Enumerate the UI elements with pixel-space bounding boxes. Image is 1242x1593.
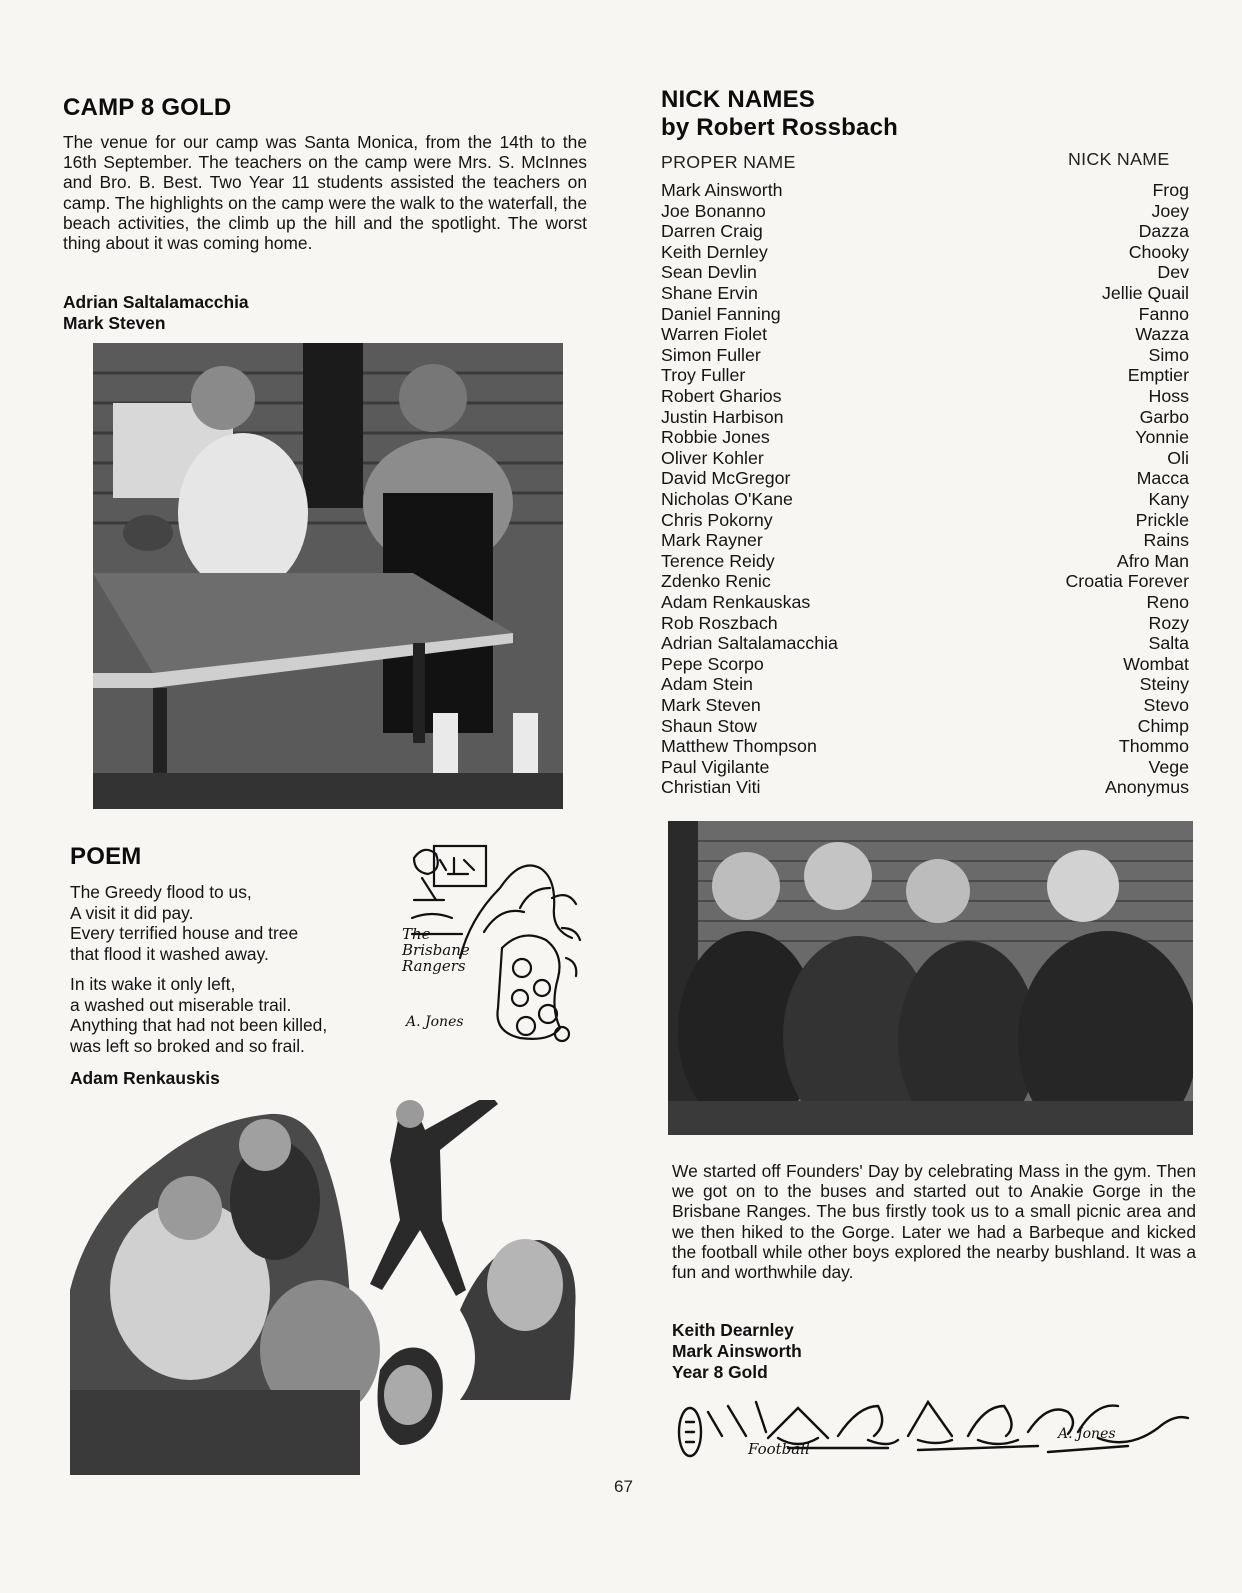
nickname-row (661, 592, 1189, 613)
founders-author-2: Mark Ainsworth (672, 1341, 802, 1361)
proper-name: Shaun Stow (661, 715, 757, 736)
nickname-row (661, 427, 1189, 448)
nick-name: Jellie Quail (1102, 283, 1189, 303)
founders-body: We started off Founders' Day by celebrating Mass in the gym. Then we got on to the buses and started out to Anakie Gorge in the Brisbane Ranges. The bus firstly took us to a small picnic area and we then hiked to the Gorge. Later we had a Barbeque and kicked the football while other boys explored the nearby bushland. It was a fun and worthwhile day. (672, 1161, 1196, 1283)
nickname-row (661, 674, 1189, 695)
nickname-row (661, 242, 1189, 263)
nickname-row (661, 530, 1189, 551)
nickname-row (661, 448, 1189, 469)
proper-name: Adrian Saltalamacchia (661, 633, 838, 654)
nickname-row (661, 221, 1189, 242)
nickname-row (661, 407, 1189, 428)
nick-name: Simo (1148, 344, 1189, 365)
camp-body: The venue for our camp was Santa Monica, from the 14th to the 16th September. The teachers on the camp were Mrs. S. McInnes and Bro. B. Best. Two Year 11 students assisted the teachers on camp. The highlights on the camp were the walk to the waterfall, the beach activities, the climb up the hill and the spotlight. The worst thing about it was coming home. (63, 132, 587, 254)
proper-name: Nicholas O'Kane (661, 489, 793, 509)
page-number: 67 (614, 1477, 633, 1496)
proper-name: Terence Reidy (661, 550, 775, 571)
camp-author-2: Mark Steven (63, 313, 166, 333)
proper-name: Shane Ervin (661, 283, 758, 303)
poem-line: was left so broked and so frail. (70, 1035, 305, 1056)
proper-name: Oliver Kohler (661, 447, 764, 468)
poem-stanza-1 (70, 882, 298, 964)
nick-name: Joey (1151, 200, 1189, 221)
proper-name: Christian Viti (661, 777, 761, 798)
group-photo (668, 821, 1193, 1135)
nickname-row (661, 757, 1189, 778)
nickname-row (661, 283, 1189, 304)
proper-name: Matthew Thompson (661, 736, 817, 757)
nickname-row (661, 201, 1189, 222)
sketch-signature: A. Jones (406, 1014, 464, 1030)
football-signature: A. Jones (1058, 1426, 1116, 1442)
proper-name: Adam Renkauskas (661, 592, 811, 612)
nick-name: Dev (1157, 262, 1189, 283)
nick-name: Frog (1152, 180, 1189, 200)
nick-name: Anonymus (1104, 777, 1189, 798)
proper-name: Justin Harbison (661, 406, 784, 427)
proper-name: Adam Stein (661, 674, 753, 695)
nick-name: Dazza (1138, 221, 1189, 242)
nickname-row (661, 324, 1189, 345)
proper-name: Warren Fiolet (661, 324, 768, 345)
poem-author: Adam Renkauskis (70, 1068, 220, 1088)
nick-name: Vege (1148, 756, 1189, 777)
col-header-proper: PROPER NAME (661, 152, 796, 172)
poem-line: Anything that had not been killed, (70, 1015, 328, 1036)
poem-line: a washed out miserable trail. (70, 994, 292, 1015)
proper-name: Pepe Scorpo (661, 653, 764, 674)
collage-photos (70, 1100, 590, 1475)
nick-name: Steiny (1139, 674, 1189, 695)
nickname-row (661, 468, 1189, 489)
table-tennis-photo (93, 343, 563, 809)
nickname-row (661, 489, 1189, 510)
nick-name: Emptier (1127, 365, 1189, 386)
proper-name: Chris Pokorny (661, 509, 773, 530)
nickname-row (661, 180, 1189, 201)
brisbane-rangers-sketch (402, 838, 592, 1052)
nickname-row (661, 571, 1189, 592)
nick-name: Croatia Forever (1065, 571, 1189, 592)
nick-name: Kany (1148, 489, 1189, 509)
nickname-row (661, 551, 1189, 572)
nick-name: Chooky (1128, 241, 1189, 262)
poem-title: POEM (70, 843, 142, 870)
poem-line: Every terrified house and tree (70, 923, 299, 944)
nick-name: Macca (1136, 468, 1189, 489)
nicknames-byline: by Robert Rossbach (661, 114, 898, 141)
nick-name: Fanno (1138, 303, 1189, 324)
nick-name: Wombat (1123, 653, 1189, 674)
nick-name: Stevo (1143, 695, 1189, 715)
proper-name: Paul Vigilante (661, 756, 770, 777)
poem-line: A visit it did pay. (70, 902, 194, 923)
nick-name: Salta (1148, 633, 1189, 654)
nick-name: Rozy (1148, 612, 1189, 633)
proper-name: Robbie Jones (661, 427, 770, 448)
camp-author-1: Adrian Saltalamacchia (63, 292, 249, 312)
proper-name: Zdenko Renic (661, 571, 771, 592)
proper-name: Rob Roszbach (661, 612, 778, 633)
nickname-row (661, 736, 1189, 757)
nicknames-title: NICK NAMES (661, 86, 816, 113)
nick-name: Chimp (1137, 715, 1189, 736)
proper-name: Mark Ainsworth (661, 180, 783, 200)
col-header-nick: NICK NAME (1068, 149, 1170, 169)
nickname-row (661, 654, 1189, 675)
founders-author-1: Keith Dearnley (672, 1320, 794, 1340)
proper-name: Simon Fuller (661, 344, 761, 365)
nick-name: Afro Man (1116, 550, 1189, 571)
nickname-row (661, 613, 1189, 634)
proper-name: Robert Gharios (661, 386, 782, 406)
proper-name: Keith Dernley (661, 241, 768, 262)
nick-name: Wazza (1135, 324, 1189, 345)
football-label: Football (748, 1440, 810, 1458)
proper-name: Joe Bonanno (661, 200, 766, 221)
nickname-list (661, 180, 1189, 800)
proper-name: Mark Rayner (661, 530, 763, 551)
nickname-row (661, 365, 1189, 386)
proper-name: Mark Steven (661, 695, 761, 715)
poem-stanza-2 (70, 974, 327, 1056)
founders-class: Year 8 Gold (672, 1362, 768, 1382)
proper-name: Darren Craig (661, 221, 763, 242)
nick-name: Prickle (1135, 509, 1189, 530)
nick-name: Hoss (1148, 386, 1189, 406)
nick-name: Yonnie (1135, 427, 1189, 448)
nickname-row (661, 386, 1189, 407)
nick-name: Thommo (1118, 736, 1189, 757)
poem-line: that flood it washed away. (70, 943, 269, 964)
proper-name: Sean Devlin (661, 262, 757, 283)
nick-name: Garbo (1139, 406, 1189, 427)
nick-name: Oli (1167, 447, 1189, 468)
nickname-row (661, 262, 1189, 283)
nick-name: Rains (1143, 530, 1189, 551)
sketch-label: The Brisbane Rangers (402, 925, 470, 975)
poem-line: In its wake it only left, (70, 974, 236, 994)
nickname-row (661, 633, 1189, 654)
nickname-row (661, 777, 1189, 798)
nickname-row (661, 510, 1189, 531)
proper-name: Daniel Fanning (661, 303, 781, 324)
camp-title: CAMP 8 GOLD (63, 94, 232, 121)
nick-name: Reno (1146, 592, 1189, 612)
nickname-row (661, 345, 1189, 366)
proper-name: David McGregor (661, 468, 791, 489)
nickname-row (661, 716, 1189, 737)
football-sketch (668, 1392, 1198, 1470)
poem-line: The Greedy flood to us, (70, 882, 252, 902)
nickname-row (661, 695, 1189, 716)
nickname-row (661, 304, 1189, 325)
proper-name: Troy Fuller (661, 365, 746, 386)
